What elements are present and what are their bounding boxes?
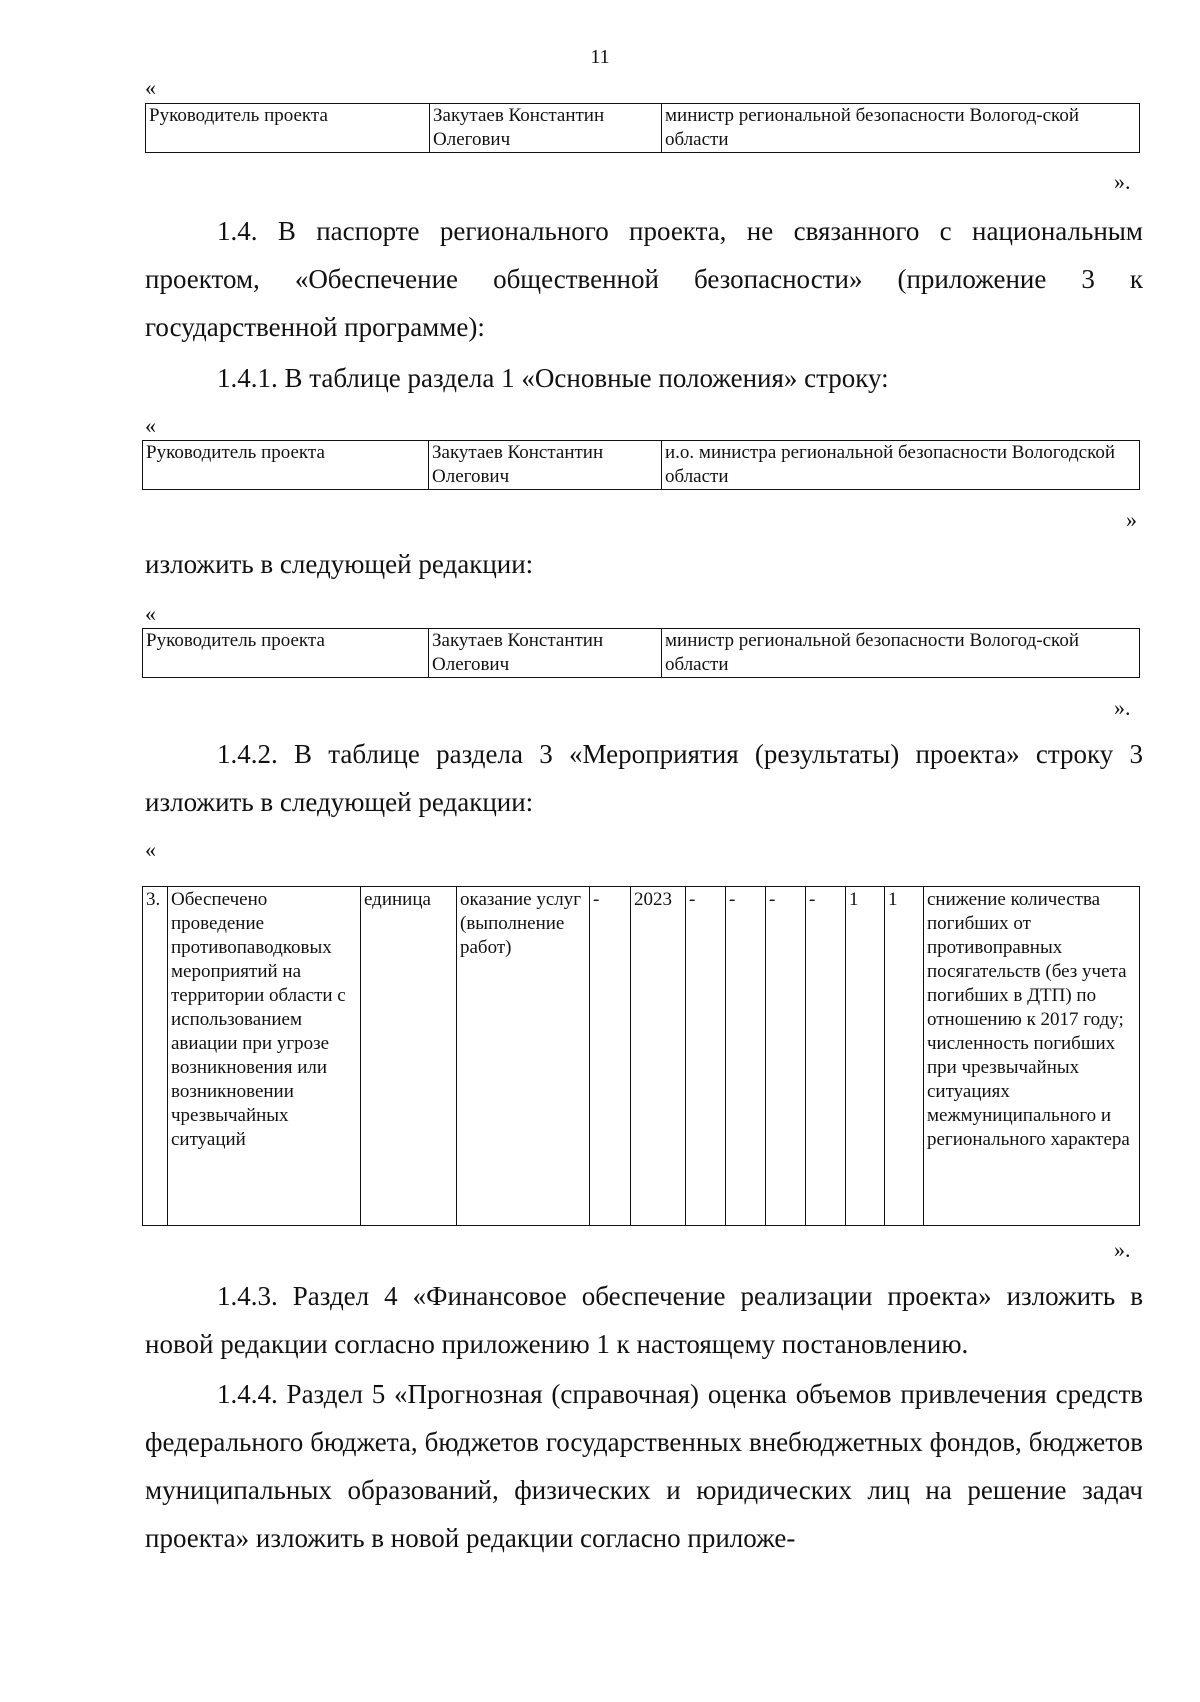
- paragraph-1-4: 1.4. В паспорте регионального проекта, не связанного с национальным проектом, «Обеспечение общественной безопасности» (приложение 3 к государственной программе):: [145, 216, 1143, 342]
- paragraph-1-4-1: 1.4.1. В таблице раздела 1 «Основные положения» строку:: [217, 363, 889, 393]
- paragraph-1-4-4: 1.4.4. Раздел 5 «Прогнозная (справочная) оценка объемов привлечения средств федерального бюджета, бюджетов государственных внебюджетных фондов, бюджетов муниципальных образований, физических и юридических лиц на решение задач проекта» изложить в новой редакции согласно приложе-: [145, 1379, 1143, 1553]
- cell-person: Закутаев Константин Олегович: [429, 629, 662, 678]
- cell-role: Руководитель проекта: [146, 104, 430, 153]
- cell-position: и.о. министра региональной безопасности Вологодской области: [662, 441, 1140, 490]
- open-quote: «: [145, 601, 156, 626]
- cell-person: Закутаев Константин Олегович: [429, 441, 662, 490]
- table-project-leader-c: [142, 628, 1140, 678]
- open-quote: «: [145, 413, 156, 438]
- paragraph-edit-1: изложить в следующей редакции:: [145, 549, 534, 579]
- cell-linked-indicator: снижение количества погибших от противоправных посягательств (без учета погибших в ДТП) по отношению к 2017 году; численность погибших при чрезвычайных ситуациях межмуниципального и регионального характера: [924, 887, 1140, 1226]
- close-quote: »: [1126, 507, 1137, 532]
- table-row: [143, 629, 1140, 678]
- cell-value: -: [686, 887, 726, 1226]
- cell-value: -: [806, 887, 846, 1226]
- cell-person: Закутаев Константин Олегович: [430, 104, 662, 153]
- cell-num: 3.: [143, 887, 168, 1226]
- open-quote: «: [145, 837, 156, 862]
- table-row: [146, 104, 1140, 153]
- open-quote: «: [145, 75, 156, 100]
- cell-value: -: [726, 887, 766, 1226]
- cell-role: Руководитель проекта: [143, 441, 429, 490]
- cell-type: оказание услуг (выполнение работ): [457, 887, 590, 1226]
- cell-position: министр региональной безопасности Вологод-ской области: [662, 104, 1140, 153]
- close-quote: ».: [1114, 695, 1131, 720]
- cell-value: 1: [846, 887, 885, 1226]
- close-quote: ».: [1114, 169, 1131, 194]
- table-row: [143, 441, 1140, 490]
- paragraph-1-4-2: 1.4.2. В таблице раздела 3 «Мероприятия (результаты) проекта» строку 3 изложить в следующей редакции:: [145, 739, 1143, 817]
- cell-value: -: [590, 887, 631, 1226]
- cell-value: 1: [885, 887, 924, 1226]
- cell-role: Руководитель проекта: [143, 629, 429, 678]
- cell-unit: единица: [361, 887, 457, 1226]
- cell-year: 2023: [631, 887, 686, 1226]
- cell-activity-name: Обеспечено проведение противопаводковых мероприятий на территории области с использованием авиации при угрозе возникновения или возникновении чрезвычайных ситуаций: [168, 887, 361, 1226]
- paragraph-1-4-3: 1.4.3. Раздел 4 «Финансовое обеспечение реализации проекта» изложить в новой редакции согласно приложению 1 к настоящему постановлению.: [145, 1281, 1143, 1359]
- table-activities-row3: [142, 886, 1140, 1226]
- table-row: [143, 887, 1140, 1226]
- close-quote: ».: [1114, 1237, 1131, 1262]
- page-number: 11: [590, 46, 610, 68]
- cell-position: министр региональной безопасности Вологод-ской области: [662, 629, 1140, 678]
- cell-value: -: [766, 887, 806, 1226]
- table-project-leader-a: [145, 103, 1140, 153]
- table-project-leader-b: [142, 440, 1140, 490]
